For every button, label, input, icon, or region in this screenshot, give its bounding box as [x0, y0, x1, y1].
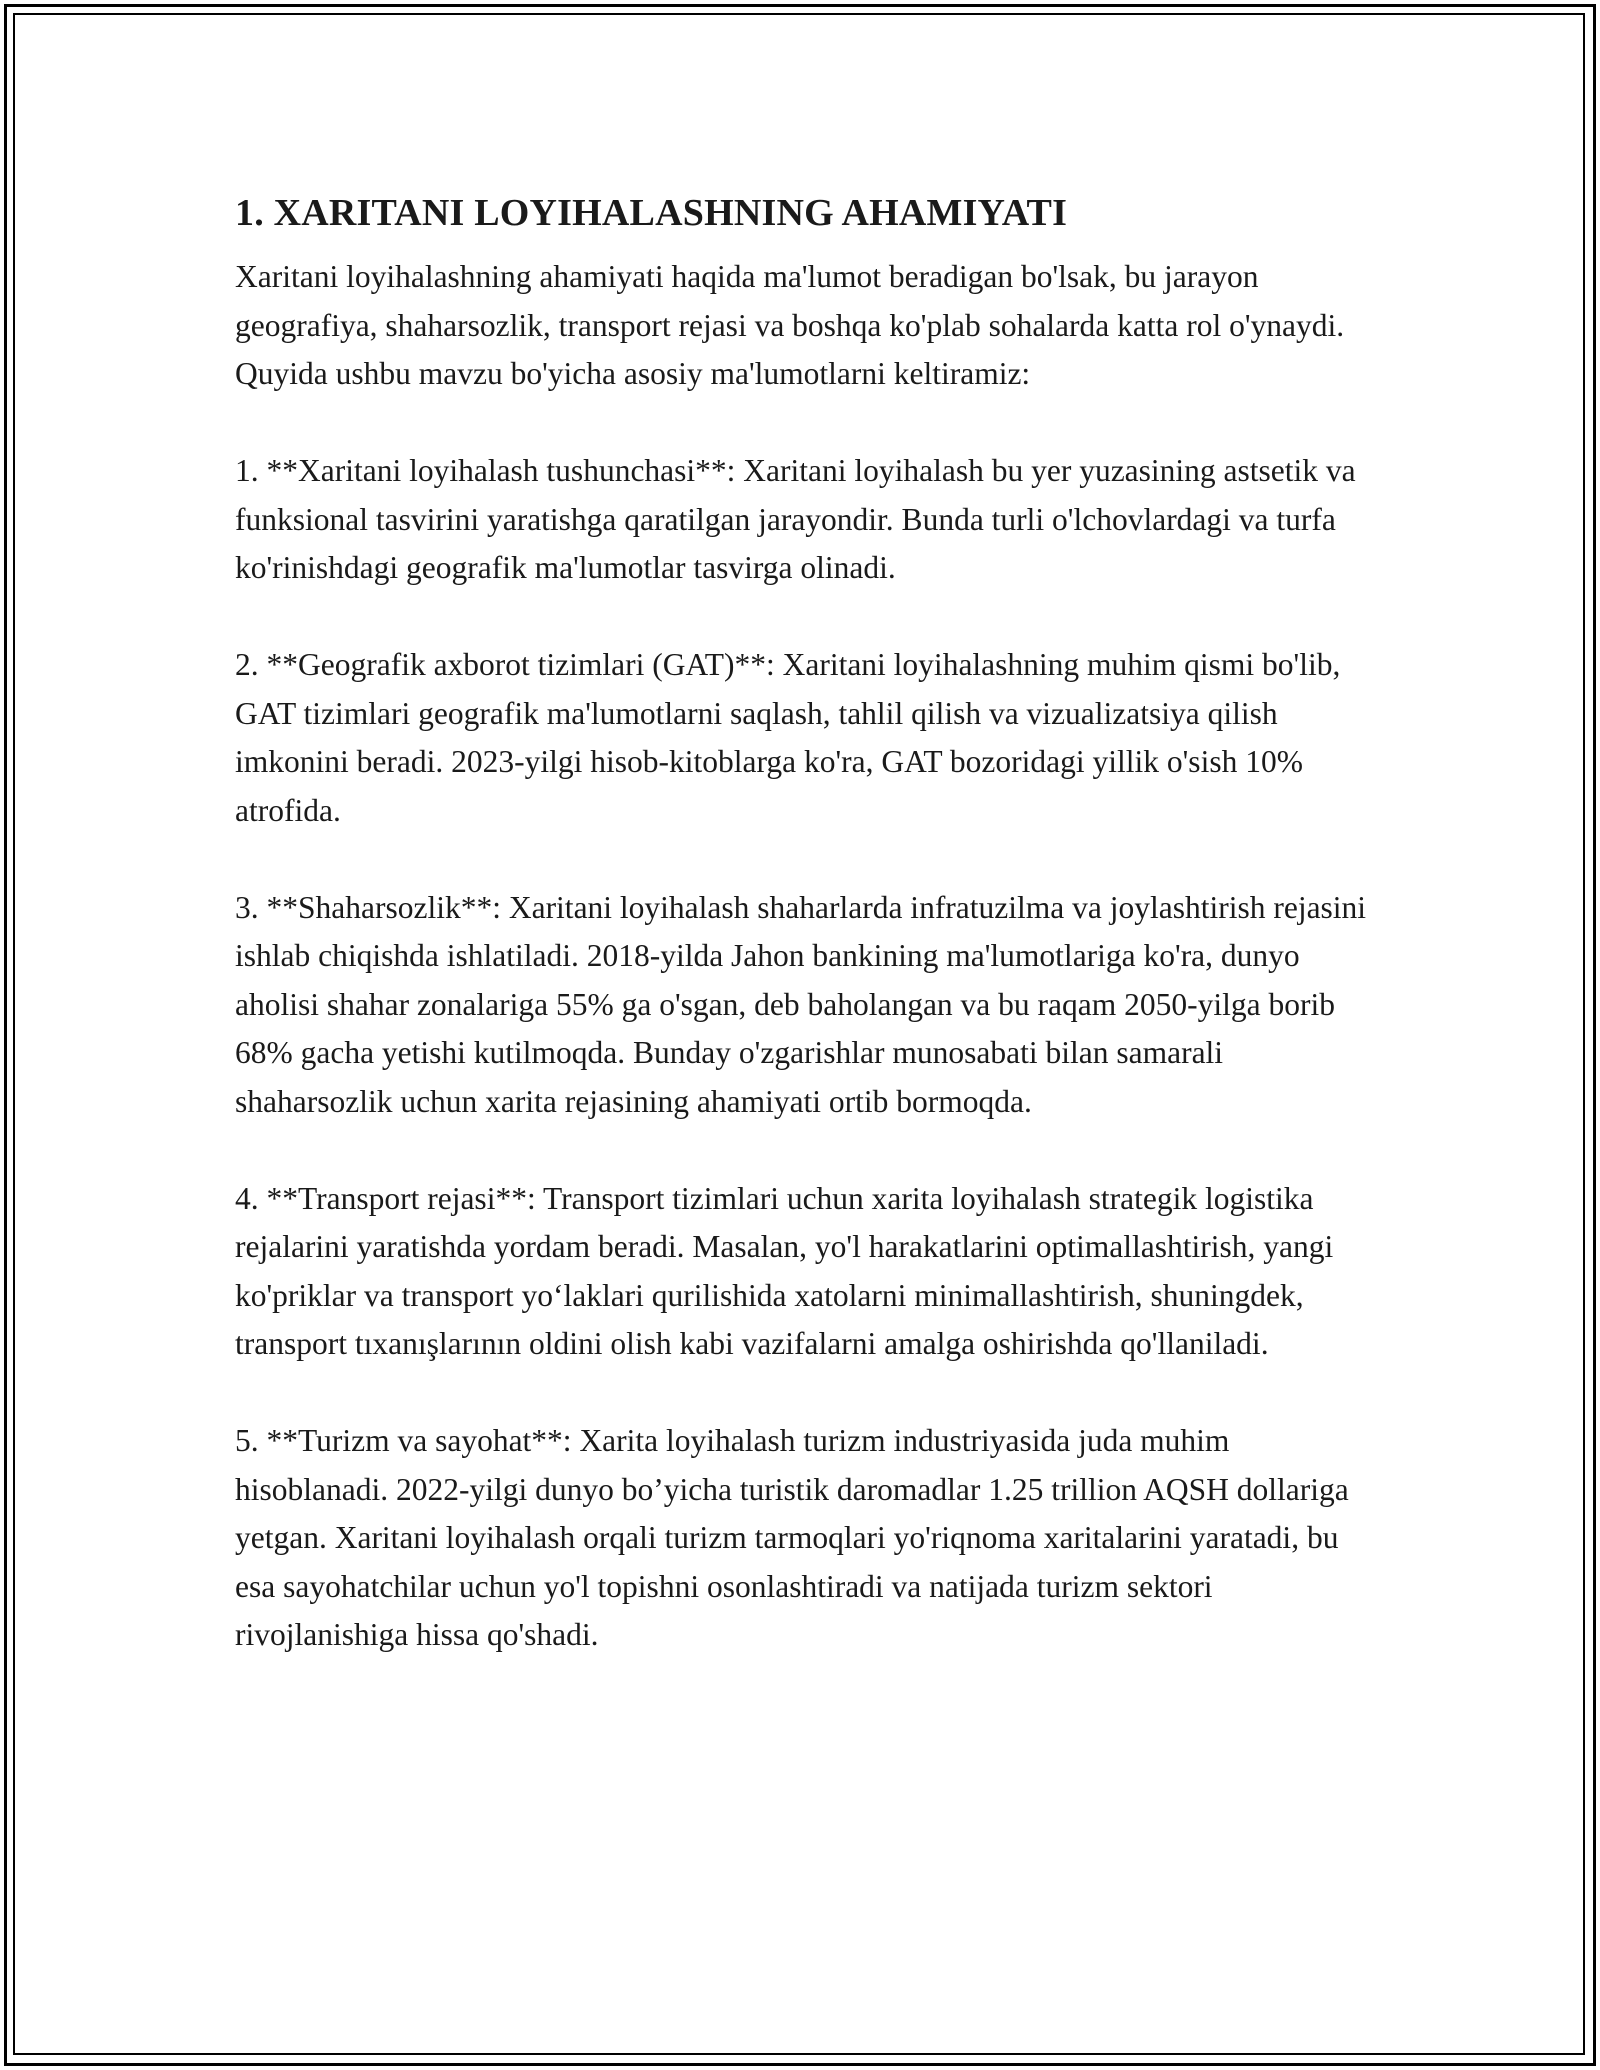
- document-title: 1. XARITANI LOYIHALASHNING AHAMIYATI: [235, 192, 1068, 234]
- paragraph-gis: 2. **Geografik axborot tizimlari (GAT)**: Xaritani loyihalashning muhim qismi bo'lib, GAT tizimlari geografik ma'lumotlarni saqlash, tahlil qilish va vizualizatsiya qilish imkonini beradi. 2023-yilgi hisob-kitoblarga ko'ra, GAT bozoridagi yillik o'sish 10% atrofida.: [235, 647, 1341, 828]
- intro-paragraph: Xaritani loyihalashning ahamiyati haqida ma'lumot beradigan bo'lsak, bu jarayon geografiya, shaharsozlik, transport rejasi va boshqa ko'plab sohalarda katta rol o'ynaydi. Quyida ushbu mavzu bo'yicha asosiy ma'lumotlarni keltiramiz:: [235, 259, 1345, 391]
- paragraph-transport-planning: 4. **Transport rejasi**: Transport tizimlari uchun xarita loyihalash strategik logistika rejalarini yaratishda yordam beradi. Masalan, yo'l harakatlarini optimallashtirish, yangi ko'priklar va transport yo‘laklari qurilishida xatolarni minimallashtirish, shuningdek, transport tıxanışlarının oldini olish kabi vazifalarni amalga oshirishda qo'llaniladi.: [235, 1180, 1334, 1361]
- paragraph-tourism: 5. **Turizm va sayohat**: Xarita loyihalash turizm industriyasida juda muhim hisoblanadi. 2022-yilgi dunyo bo’yicha turistik daromadlar 1.25 trillion AQSH dollariga yetgan. Xaritani loyihalash orqali turizm tarmoqlari yo'riqnoma xaritalarini yaratadi, bu esa sayohatchilar uchun yo'l topishni osonlashtiradi va natijada turizm sektori rivojlanishiga hissa qo'shadi.: [235, 1423, 1349, 1652]
- document-body: [235, 185, 1375, 1708]
- paragraph-map-design-concept: 1. **Xaritani loyihalash tushunchasi**: Xaritani loyihalash bu yer yuzasining astsetik va funksional tasvirini yaratishga qaratilgan jarayondir. Bunda turli o'lchovlardagi va turfa ko'rinishdagi geografik ma'lumotlar tasvirga olinadi.: [235, 453, 1356, 585]
- paragraph-urban-planning: 3. **Shaharsozlik**: Xaritani loyihalash shaharlarda infratuzilma va joylashtirish rejasini ishlab chiqishda ishlatiladi. 2018-yilda Jahon bankining ma'lumotlariga ko'ra, dunyo aholisi shahar zonalariga 55% ga o'sgan, deb baholangan va bu raqam 2050-yilga borib 68% gacha yetishi kutilmoqda. Bunday o'zgarishlar munosabati bilan samarali shaharsozlik uchun xarita rejasining ahamiyati ortib bormoqda.: [235, 889, 1367, 1119]
